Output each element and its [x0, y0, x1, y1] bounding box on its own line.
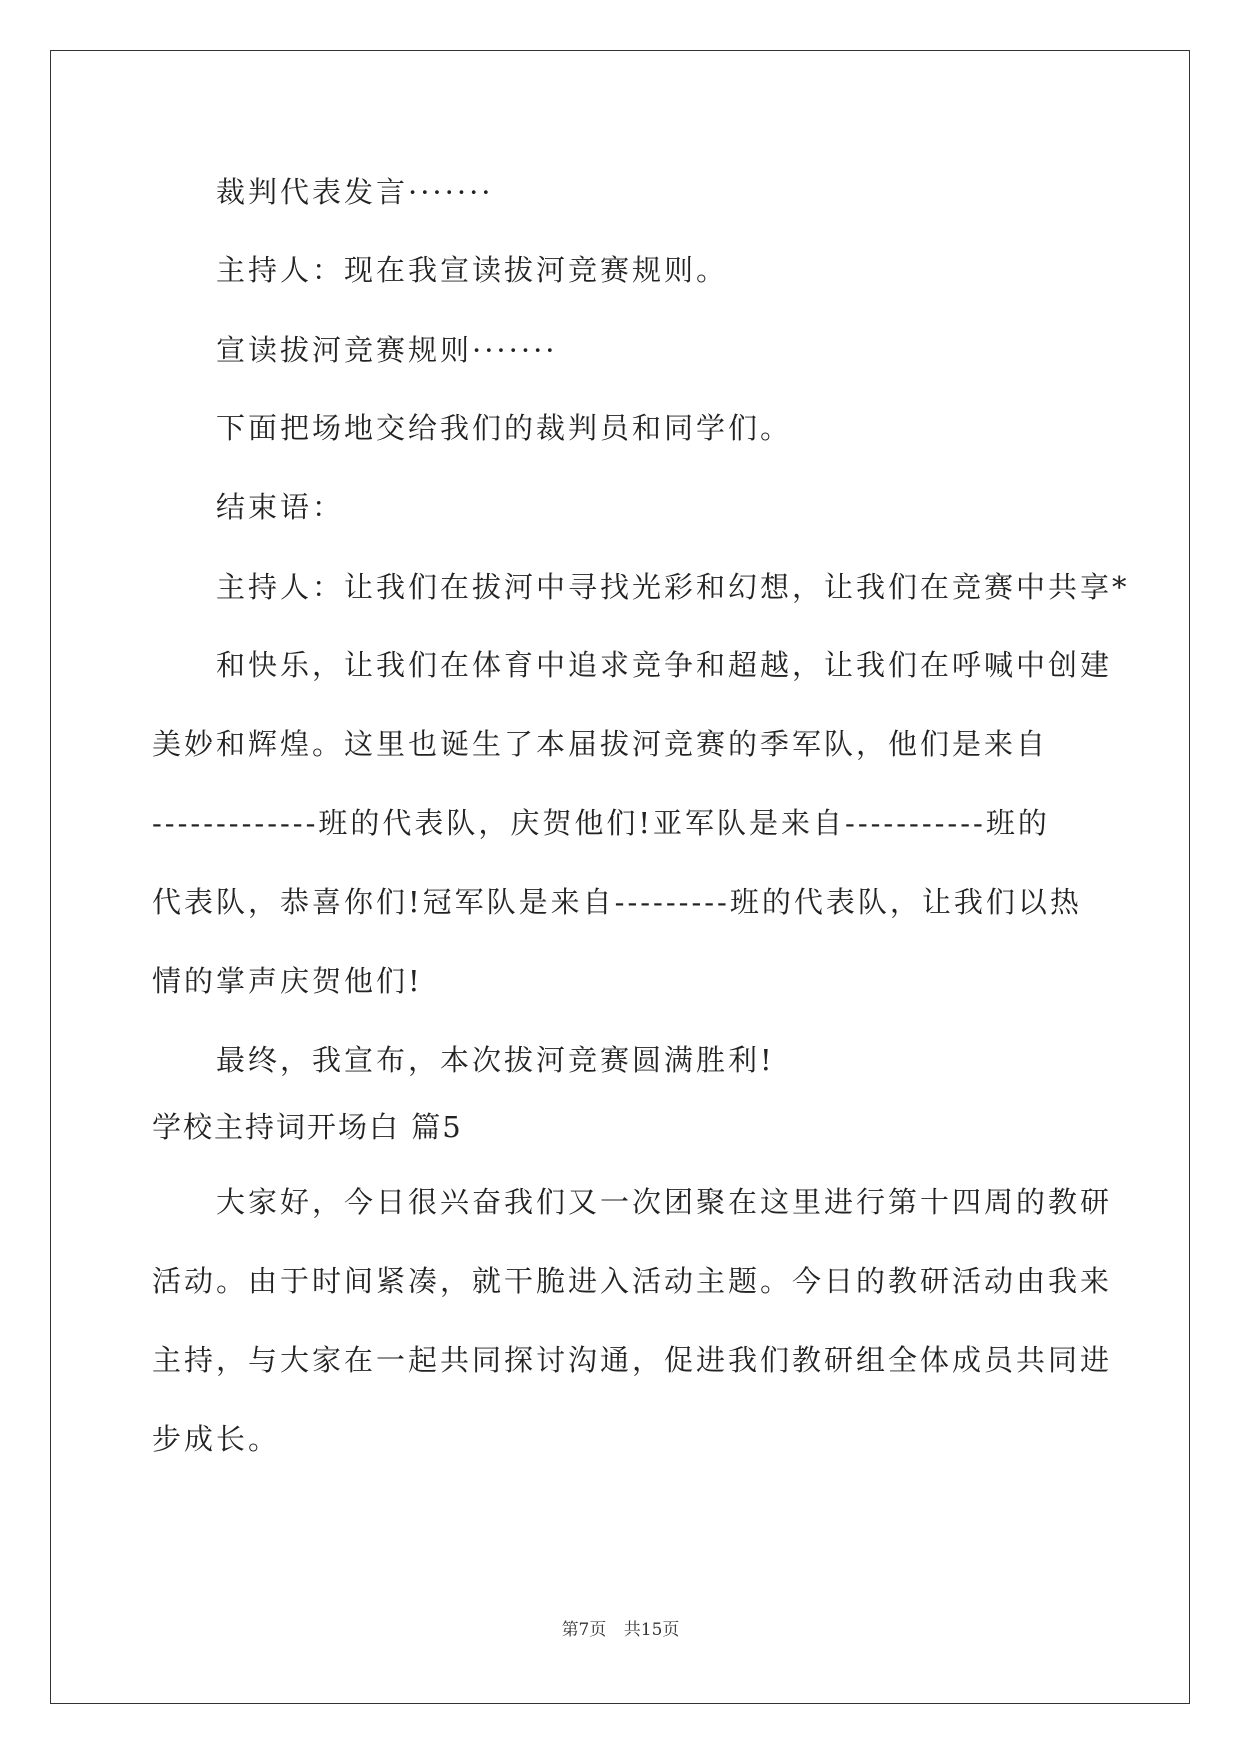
paragraph-line: 主持人：让我们在拔河中寻找光彩和幻想，让我们在竞赛中共享*	[216, 570, 1130, 604]
paragraph-line: 结束语：	[216, 490, 345, 524]
paragraph-line: 主持人：现在我宣读拔河竞赛规则。	[216, 253, 729, 287]
paragraph-line: 和快乐，让我们在体育中追求竞争和超越，让我们在呼喊中创建	[216, 648, 1113, 682]
paragraph-line: 裁判代表发言·······	[216, 175, 494, 209]
paragraph-line: 活动。由于时间紧凑，就干脆进入活动主题。今日的教研活动由我来	[152, 1264, 1113, 1298]
paragraph-line: 代表队，恭喜你们!冠军队是来自---------班的代表队，让我们以热	[152, 885, 1082, 919]
paragraph-line: 情的掌声庆贺他们!	[152, 964, 423, 998]
paragraph-line: 最终，我宣布，本次拔河竞赛圆满胜利!	[216, 1043, 775, 1077]
paragraph-line: 下面把场地交给我们的裁判员和同学们。	[216, 411, 793, 445]
paragraph-line: 大家好，今日很兴奋我们又一次团聚在这里进行第十四周的教研	[216, 1185, 1113, 1219]
page-total: 共15页	[623, 1620, 680, 1640]
paragraph-line: 美妙和辉煌。这里也诞生了本届拔河竞赛的季军队，他们是来自	[152, 727, 1049, 761]
page-number: 第7页	[561, 1620, 607, 1640]
paragraph-line: 主持，与大家在一起共同探讨沟通，促进我们教研组全体成员共同进	[152, 1343, 1113, 1377]
paragraph-line: 步成长。	[152, 1422, 281, 1456]
section-heading: 学校主持词开场白 篇5	[152, 1110, 463, 1144]
paragraph-line: 宣读拔河竞赛规则·······	[216, 333, 558, 367]
page-footer	[0, 1618, 1241, 1642]
paragraph-line: -------------班的代表队，庆贺他们!亚军队是来自-----------班的	[152, 806, 1050, 840]
